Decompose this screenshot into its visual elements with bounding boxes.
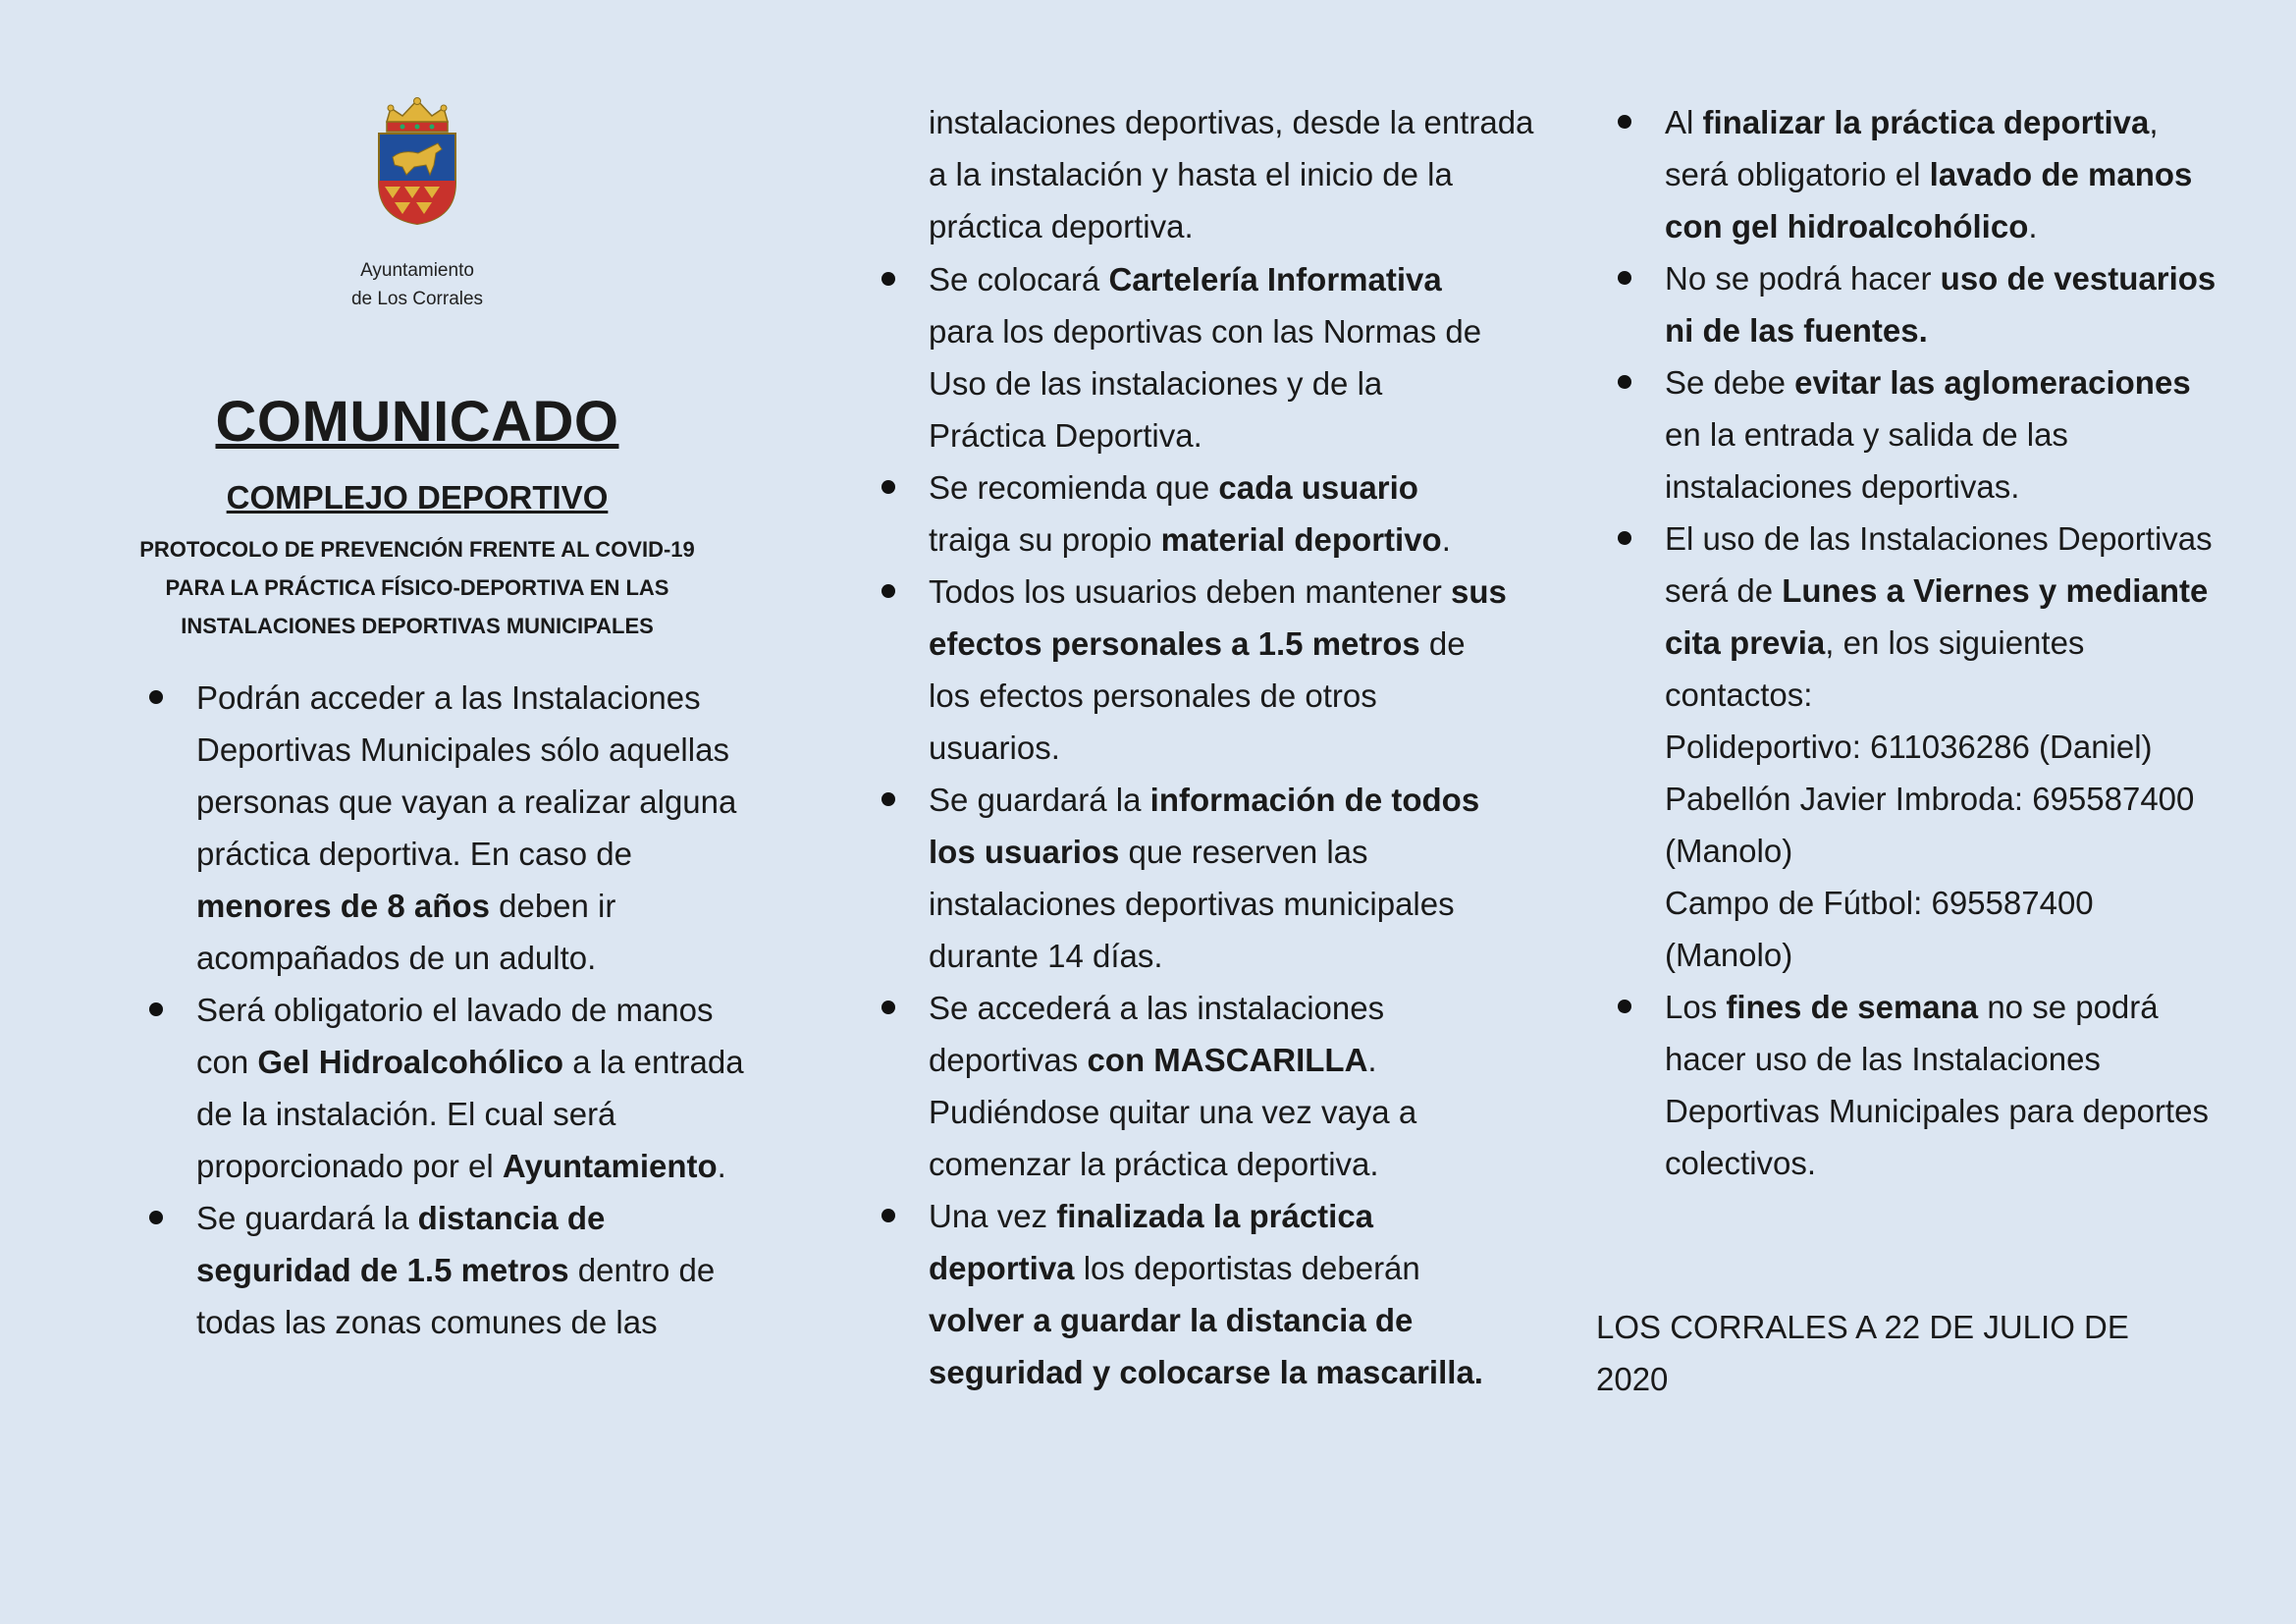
list-item: Se debe evitar las aglomeraciones en la entrada y salida de las instalaciones deportivas. bbox=[1596, 356, 2224, 513]
bullet-icon bbox=[1618, 115, 1631, 129]
continuation-text: instalaciones deportivas, desde la entrada a la instalación y hasta el inicio de la práctica deportiva. bbox=[929, 104, 1534, 244]
municipality-line-1: Ayuntamiento bbox=[360, 260, 474, 281]
contact-pabellon: Pabellón Javier Imbroda: 695587400 (Manolo) bbox=[1665, 781, 2195, 869]
list-item: Será obligatorio el lavado de manos con Gel Hidroalcohólico a la entrada de la instalación. El cual será proporcionado por el Ayuntamiento. bbox=[128, 984, 756, 1192]
rules-list-column-2 bbox=[860, 253, 1508, 1398]
bullet-icon bbox=[1618, 375, 1631, 389]
bullet-icon bbox=[1618, 531, 1631, 545]
bullet-icon bbox=[881, 792, 895, 806]
rules-list-column-1 bbox=[128, 672, 756, 1348]
list-item: Los fines de semana no se podrá hacer uso de las Instalaciones Deportivas Municipales para deportes colectivos. bbox=[1596, 981, 2224, 1189]
list-item: Se accederá a las instalaciones deportivas con MASCARILLA. Pudiéndose quitar una vez vaya a comenzar la práctica deportiva. bbox=[860, 982, 1508, 1190]
shield-icon bbox=[379, 134, 455, 224]
list-item: Se colocará Cartelería Informativa para los deportivas con las Normas de Uso de las instalaciones y de la Práctica Deportiva. bbox=[860, 253, 1508, 461]
protocol-line-1: PROTOCOLO DE PREVENCIÓN FRENTE AL COVID-19 bbox=[139, 537, 695, 562]
list-item: Todos los usuarios deben mantener sus efectos personales a 1.5 metros de los efectos personales de otros usuarios. bbox=[860, 566, 1508, 774]
protocol-heading bbox=[118, 530, 717, 645]
bullet-icon bbox=[881, 1001, 895, 1014]
list-item: Al finalizar la práctica deportiva, será obligatorio el lavado de manos con gel hidroalcohólico. bbox=[1596, 96, 2224, 252]
list-item: Se guardará la información de todos los usuarios que reserven las instalaciones deportivas municipales durante 14 días. bbox=[860, 774, 1508, 982]
coat-of-arms-logo bbox=[373, 96, 461, 226]
list-item: Se guardará la distancia de seguridad de 1.5 metros dentro de todas las zonas comunes de las bbox=[128, 1192, 756, 1348]
bullet-icon bbox=[881, 584, 895, 598]
municipality-line-2: de Los Corrales bbox=[350, 289, 484, 309]
crown-icon bbox=[387, 98, 448, 133]
municipality-name bbox=[275, 256, 560, 313]
bullet-icon bbox=[1618, 271, 1631, 285]
list-item: No se podrá hacer uso de vestuarios ni de las fuentes. bbox=[1596, 252, 2224, 356]
bullet-icon bbox=[1618, 1000, 1631, 1013]
contact-polideportivo: Polideportivo: 611036286 (Daniel) bbox=[1665, 729, 2153, 765]
page-subtitle: COMPLEJO DEPORTIVO bbox=[226, 479, 609, 515]
bullet-icon bbox=[149, 690, 163, 704]
protocol-line-2: PARA LA PRÁCTICA FÍSICO-DEPORTIVA EN LAS bbox=[165, 575, 669, 600]
list-item: Una vez finalizada la práctica deportiva los deportistas deberán volver a guardar la distancia de seguridad y colocarse la mascarilla. bbox=[860, 1190, 1508, 1398]
bullet-icon bbox=[149, 1211, 163, 1224]
bullet-icon bbox=[881, 480, 895, 494]
bullet-icon bbox=[881, 1209, 895, 1222]
protocol-line-3: INSTALACIONES DEPORTIVAS MUNICIPALES bbox=[181, 614, 654, 638]
list-item: El uso de las Instalaciones Deportivas será de Lunes a Viernes y mediante cita previa, en los siguientes contactos: Polideportivo: 611036286 (Daniel) Pabellón Javier Imbroda: 695587400 (Manolo) Campo de Fútbol: 695587400 (Manolo) bbox=[1596, 513, 2224, 981]
rules-list-column-3 bbox=[1596, 96, 2224, 1189]
bullet-icon bbox=[149, 1002, 163, 1016]
bullet-icon bbox=[881, 272, 895, 286]
document-date: LOS CORRALES A 22 DE JULIO DE 2020 bbox=[1596, 1309, 2129, 1397]
list-item: Se recomienda que cada usuario traiga su propio material deportivo. bbox=[860, 461, 1508, 566]
list-item: Podrán acceder a las Instalaciones Deportivas Municipales sólo aquellas personas que vayan a realizar alguna práctica deportiva. En caso de menores de 8 años deben ir acompañados de un adulto. bbox=[128, 672, 756, 984]
page-title: COMUNICADO bbox=[215, 390, 619, 454]
contact-campo-futbol: Campo de Fútbol: 695587400 (Manolo) bbox=[1665, 885, 2094, 973]
